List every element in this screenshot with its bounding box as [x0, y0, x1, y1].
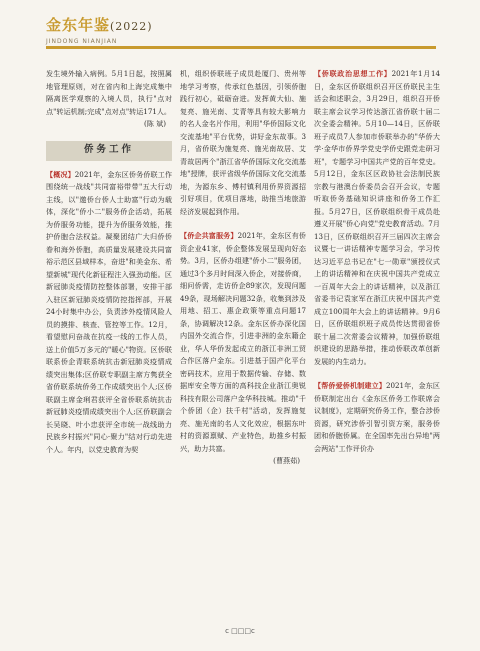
header-rule	[46, 46, 436, 49]
overview-body: 2021年，金东区侨务侨联工作围绕统一战线"共同富裕带带"五大行动主线，以"邀侨台侨人士助富"行动为载体，深化"侨小二"服务侨企活动，拓展为侨服务功能，提升为侨服务效能，推护侨胞合法权益。凝聚团结广大归侨侨眷和海外侨胞，高质量发展建设共同富裕示范区县域样本，奋进"和美金东、希望新城"现代化新征程注入强劲动能。区新冠肺炎疫情防控整体部署，安排干部入驻区新冠肺炎疫情防控指挥部，开展24小时集中办公，负责涉外疫情风险人员的摸排、核查、管控等工作。12月，看望慰问奋战在抗疫一线的工作人员，送上价值5万多元的"暖心"物资。区侨联联系侨企青联系统抗击新冠肺炎疫情成绩突出集体;区侨联专职副主席方隽获全省侨联系统侨务工作成绩突出个人;区侨联副主席金琍君获评全省侨联系统抗击新冠肺炎疫情成绩突出个人;区侨联副会长吴晓、叶小忠获评全市统一战线助力民族乡村振兴"同心·聚力"结对行动先进个人。年内，以党史教育为契	[46, 169, 173, 454]
section-title: 侨务工作	[83, 144, 134, 156]
team-tag: 【帮侨爱侨机制建立】	[314, 381, 386, 390]
biz-body: 2021年，金东区有侨资企业41家，侨企整体发展呈现向好态势。3月，区侨办组建"侨小二"服务团，通过3个多月时间深入侨企，对接侨商，细问侨需，走访侨企89家次，发现问题49条，现场解决问题32条，收集到涉及用地、招工、惠企政策等重点问题17条，协调解决12条。金东区侨办深化国内国外交流合作，引进非洲的金东籍企业，华人华侨发起成立的浙江非洲工贸合作区落户金东。引进基于国产化平台密码技术，应用于数据传输、存储、数据库安全等方面的高科技企业浙江奥锐科技有限公司落户金华科技城。推动"千个侨团（企）扶千村"活动，发挥施复亮、施光南的名人文化效应，根据东叶村的资源禀赋、产业特色，助推乡村振兴，助力共富。	[180, 231, 307, 453]
biz-signature: (曹燕茹)	[273, 456, 300, 465]
logo-year: (2022)	[110, 20, 153, 33]
page-number: c □□□c	[225, 627, 255, 635]
column-3	[314, 68, 440, 455]
spacer	[180, 218, 306, 230]
overview-tag: 【概况】	[46, 169, 75, 179]
column-2	[180, 68, 306, 468]
biz-tag: 【侨企共富服务】	[180, 231, 238, 240]
intro-paragraph: 发生境外输入病例。5月1日起，按照属地管理原则，对在省内和上海完成集中隔离医学观察的入境人员，执行"点对点"转运机制;完成"点对点"转运171人。	[46, 69, 172, 116]
column-1	[46, 68, 172, 456]
party-body: 2021年1月14日，金东区侨联组织召开区侨联民主生活会和述职会，3月29日，组织召开侨联主席会议学习传达浙江省侨联十届二次全委会精神。5月10—14日，区侨联班子成员7人参加市侨联举办的"华侨大学·金华市侨界学党史学侨史跟党走研习班"，专题学习中国共产党的百年党史。5月12日，金东区区政协社会法制民族宗教与港澳台侨委员会召开会议，专题听取侨务基础知识讲座和侨务工作汇报。5月27日，区侨联组织骨干成员赴遵义开展"侨心向党"党史教育活动。7月13日，区侨联组织召开三届四次主席会议暨七一讲话精神专题学习会，学习传达习近平总书记在"七一勋章"颁授仪式上的讲话精神和在庆祝中国共产党成立一百周年大会上的讲话精神，以及浙江省委书记袁家军在浙江庆祝中国共产党成立100周年大会上的讲话精神。9月6日，区侨联组织班子成员传达贯彻省侨联十届二次常委会议精神，加强侨联组织建设的思路举措，推动侨联改革创新发展的内生动力。	[314, 69, 441, 366]
yearbook-logo	[46, 14, 153, 35]
biz-paragraph	[180, 230, 306, 455]
team-paragraph	[314, 380, 440, 455]
party-tag: 【侨联政治思想工作】	[314, 69, 392, 78]
overview-paragraph	[46, 169, 172, 457]
team-body: 2021年，金东区侨联制定出台《金东区侨务工作联席会议制度》，定期研究侨务工作，整合涉侨资源，研究涉侨引智引资方案，服务侨团和侨胞侨属。在全国率先出台异地"两会两站"工作评价办	[314, 381, 441, 453]
logo-title: 金东年鉴	[46, 16, 111, 34]
col2-continued-paragraph: 机，组织侨联班子成员赴厦门、贵州等地学习考察，传承红色基因，引领侨胞践行初心，砥砺奋进。发挥黄大仙、施复亮、施光南、艾青等具有较大影响力的名人金名片作用，利用"华侨国际文化交流基地"平台优势，讲好金东故事。3月，省侨联为施复亮、施光南故居、艾青故居两个"浙江省华侨国际文化交流基地"授牌，获评省级华侨国际文化交流基地，为源东乡、傅村镇利用侨界资源招引好项目，优项目落地，助推当地旅游经济发展起到作用。	[180, 69, 306, 216]
party-paragraph	[314, 68, 440, 368]
section-title-bar	[46, 141, 172, 161]
intro-signature: (陈 斌)	[144, 119, 166, 128]
page-header	[46, 14, 446, 58]
logo-subtitle: JINDONG NIANJIAN	[46, 38, 118, 45]
spacer	[314, 368, 440, 380]
